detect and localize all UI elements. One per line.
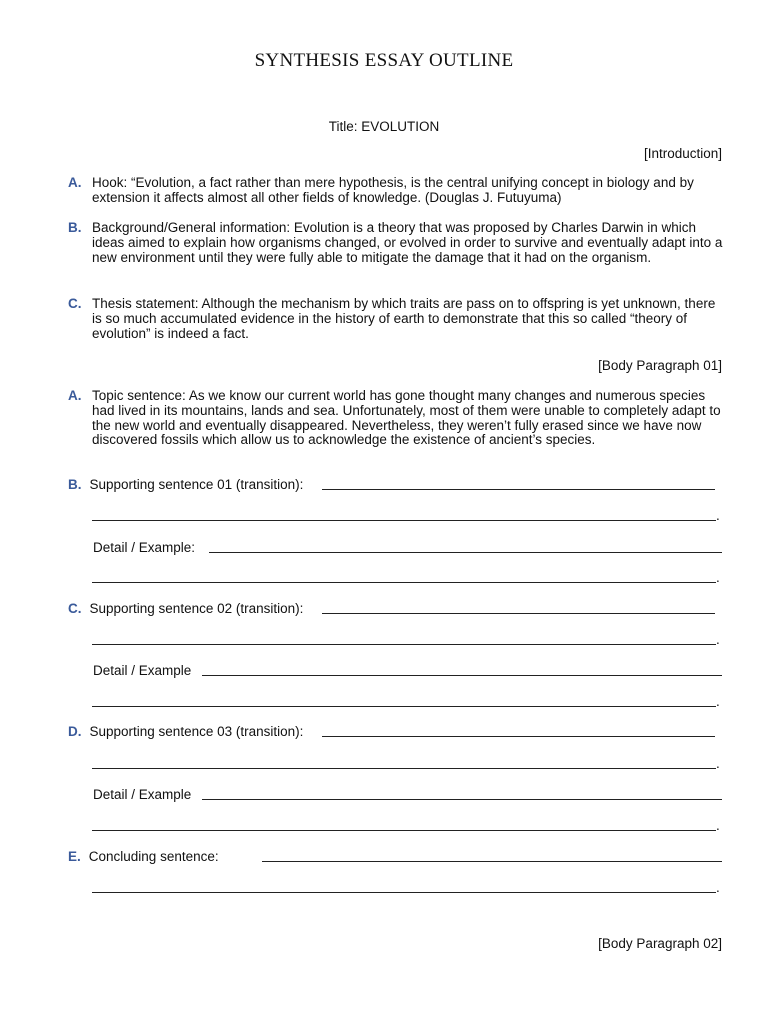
answer-line[interactable] [202,675,722,676]
item-text: Thesis statement: Although the mechanism by which traits are pass on to offspring is yet unknown, there is so much accumulated evidence in the history of earth to demonstrate that this so called “theory of evolution” is indeed a fact. [92,296,716,341]
supporting-sentence-02 [68,601,303,616]
item-text: Hook: “Evolution, a fact rather than mere hypothesis, is the central unifying concept in biology and by extension it affects almost all other fields of knowledge. (Douglas J. Futuyuma) [92,175,694,205]
item-text: Background/General information: Evolution is a theory that was proposed by Charles Darwin in which ideas aimed to explain how organisms changed, or evolved in order to survive and eventually adapt into a new environment until they were fully able to mitigate the damage that it had on the organism. [92,220,723,265]
supporting-sentence-03 [68,724,303,739]
detail-example-01 [93,540,195,555]
item-label: C. [68,296,82,311]
detail-example-03 [93,787,191,802]
answer-line[interactable] [92,830,716,831]
line-end-period: . [716,632,720,647]
section-heading-body-1: [Body Paragraph 01] [598,358,722,373]
line-end-period: . [716,570,720,585]
supporting-sentence-01 [68,477,303,492]
item-text: Topic sentence: As we know our current world has gone thought many changes and numerous species had lived in its mountains, lands and sea. Unfortunately, most of them were unable to completely adapt to the new world and eventually disappeared. Nevertheless, they weren’t fully erased since we have now discovered fossils which allow us to acknowledge the existence of ancient’s species. [92,388,721,448]
item-label: A. [68,388,82,403]
answer-line[interactable] [92,520,716,521]
intro-item-thesis [68,297,724,341]
answer-line[interactable] [262,861,722,862]
detail-label: Detail / Example [93,663,192,678]
concluding-sentence [68,849,219,864]
item-label: B. [68,477,82,492]
line-end-period: . [716,508,720,523]
detail-example-02 [93,663,191,678]
answer-line[interactable] [322,736,715,737]
item-label: C. [68,601,82,616]
item-label: A. [68,175,82,190]
detail-label: Detail / Example [93,787,192,802]
line-end-period: . [716,756,720,771]
answer-line[interactable] [92,768,716,769]
item-label: B. [68,220,82,235]
line-end-period: . [716,694,720,709]
line-end-period: . [716,880,720,895]
essay-title: Title: EVOLUTION [328,119,440,134]
answer-line[interactable] [209,552,722,553]
line-end-period: . [716,818,720,833]
answer-line[interactable] [92,582,716,583]
answer-line[interactable] [322,489,715,490]
item-text: Supporting sentence 03 (transition): [89,724,304,739]
detail-label: Detail / Example: [93,540,196,555]
body1-topic-sentence [68,389,724,448]
answer-line[interactable] [92,892,716,893]
item-label: D. [68,724,82,739]
item-text: Supporting sentence 02 (transition): [89,601,304,616]
intro-item-background [68,221,724,265]
answer-line[interactable] [202,799,722,800]
document-title: SYNTHESIS ESSAY OUTLINE [254,50,514,71]
item-label: E. [68,849,81,864]
item-text: Supporting sentence 01 (transition): [89,477,304,492]
section-heading-introduction: [Introduction] [643,146,722,161]
item-text: Concluding sentence: [88,849,219,864]
answer-line[interactable] [92,706,716,707]
answer-line[interactable] [92,644,716,645]
answer-line[interactable] [322,613,715,614]
intro-item-hook [68,176,724,206]
section-heading-body-2: [Body Paragraph 02] [598,936,722,951]
